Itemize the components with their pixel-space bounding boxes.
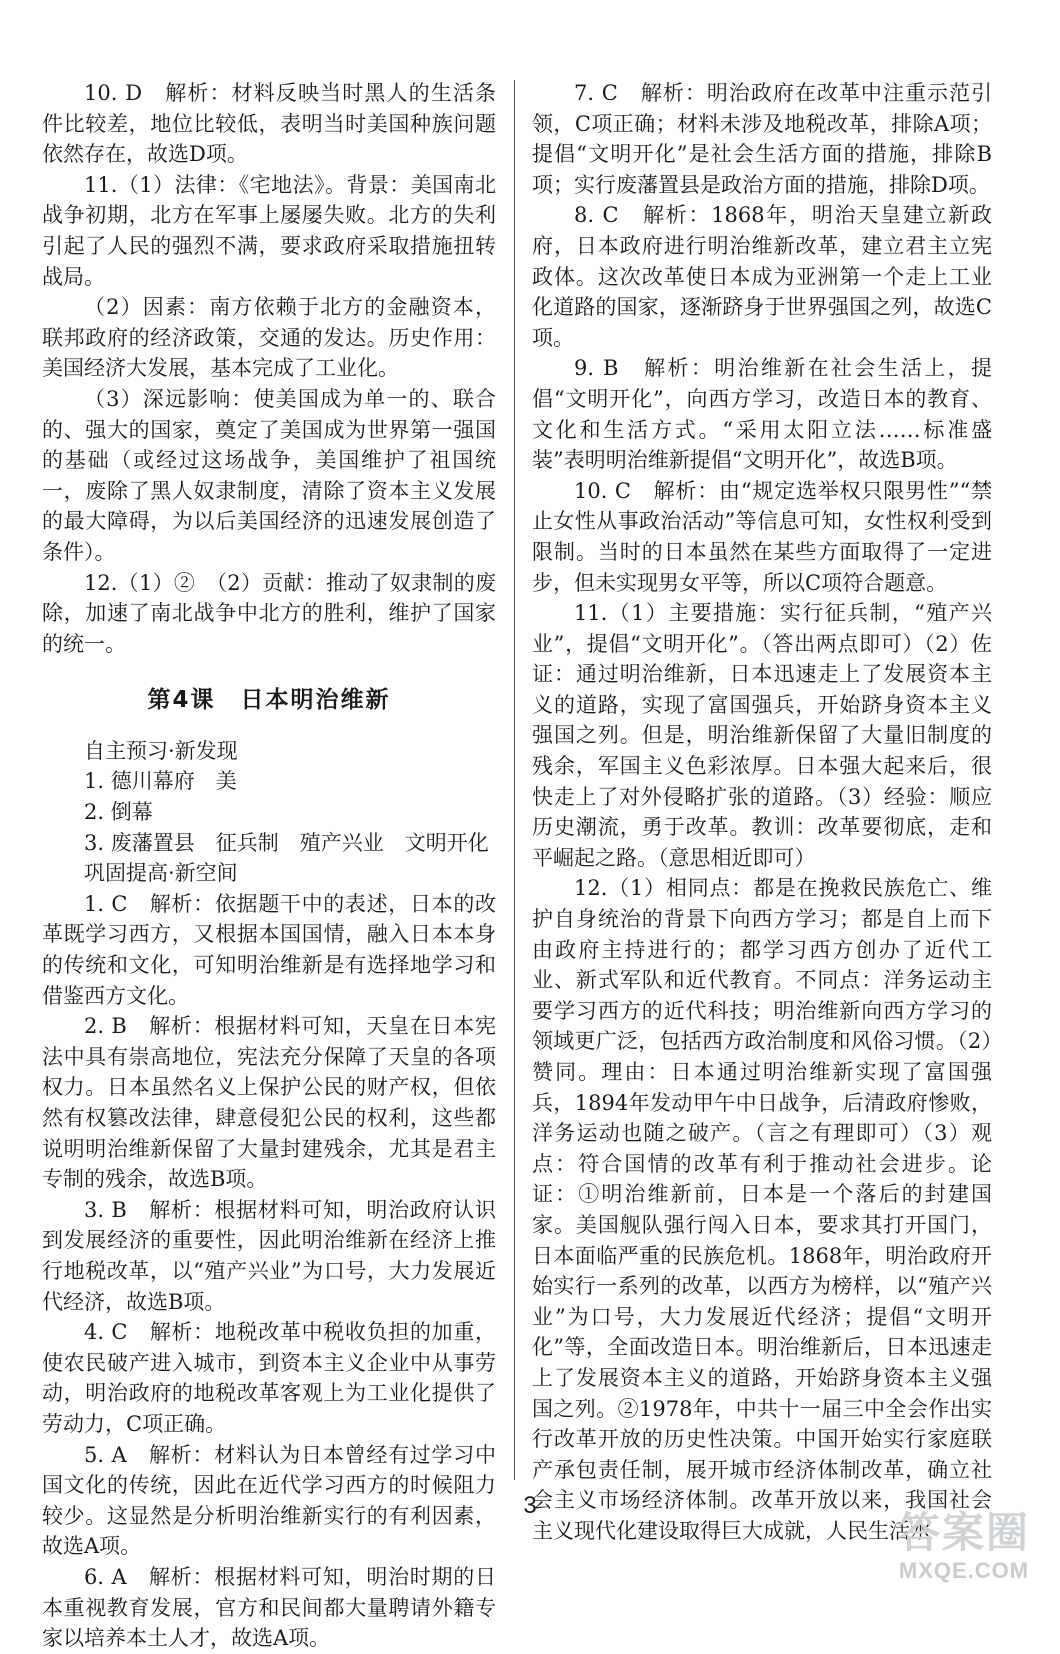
- answer-paragraph: 12.（1）② （2）贡献：推动了奴隶制的废除，加速了南北战争中北方的胜利，维护了国家的统一。: [42, 570, 496, 656]
- left-column: [42, 78, 496, 1654]
- answer-paragraph: （2）因素：南方依赖于北方的金融资本，联邦政府的经济政策，交通的发达。历史作用：美国经济大发展，基本完成了工业化。: [42, 295, 496, 381]
- answer-paragraph: 11.（1）主要措施：实行征兵制，“殖产兴业”，提倡“文明开化”。（答出两点即可）（2）佐证：通过明治维新，日本迅速走上了发展资本主义的道路，实现了富国强兵，开始跻身资本主义强国之列。但是，明治维新保留了大量旧制度的残余，军国主义色彩浓厚。日本强大起来后，很快走上了对外侵略扩张的道路。（3）经验：顺应历史潮流，勇于改革。教训：改革要彻底，走和平崛起之路。（意思相近即可）: [532, 601, 992, 870]
- watermark-url: MXQE.COM: [898, 1558, 1030, 1583]
- watermark-text: 答案圈: [897, 1508, 1030, 1557]
- answer-paragraph: 9. B 解析：明治维新在社会生活上，提倡“文明开化”，向西方学习，改造日本的教育、文化和生活方式。“采用太阳立法……标准盛装”表明明治维新提倡“文明开化”，故选B项。: [532, 356, 992, 473]
- answer-paragraph: 5. A 解析：材料认为日本曾经有过学习中国文化的传统，因此在近代学习西方的时候阻力较少。这显然是分析明治维新实行的有利因素，故选A项。: [42, 1442, 496, 1559]
- watermark-logo: [890, 1500, 1038, 1592]
- answer-paragraph: 12.（1）相同点：都是在挽救民族危亡、维护自身统治的背景下向西方学习；都是自上而下由政府主持进行的；都学习西方创办了近代工业、新式军队和近代教育。不同点：洋务运动主要学习西方的近代科技；明治维新向西方学习的领域更广泛，包括西方政治制度和风俗习惯。（2）赞同。理由：日本通过明治维新实现了富国强兵，1894年发动甲午中日战争，后清政府惨败，洋务运动也随之破产。（言之有理即可）（3）观点：符合国情的改革有利于推动社会进步。论证：①明治维新前，日本是一个落后的封建国家。美国舰队强行闯入日本，要求其打开国门，日本面临严重的民族危机。1868年，明治政府开始实行一系列的改革，以西方为榜样，以“殖产兴业”为口号，大力发展近代经济；提倡“文明开化”等，全面改造日本。明治维新后，日本迅速走上了发展资本主义的道路，开始跻身资本主义强国之列。②1978年，中共十一届三中全会作出实行改革开放的历史性决策。中国开始实行家庭联产承包责任制，展开城市经济体制改革，确立社会主义市场经济体制。改革开放以来，我国社会主义现代化建设取得巨大成就，人民生活水: [532, 876, 992, 1543]
- answer-paragraph: 2. B 解析：根据材料可知，天皇在日本宪法中具有崇高地位，宪法充分保障了天皇的各项权力。日本虽然名义上保护公民的财产权，但依然有权篡改法律，肆意侵犯公民的权利，这些都说明明治维新保留了大量封建残余，尤其是君主专制的残余，故选B项。: [42, 1014, 496, 1192]
- preview-item: 1. 德川幕府 美: [84, 769, 237, 794]
- section-title-preview: 自主预习·新发现: [84, 738, 238, 763]
- answer-paragraph: 8. C 解析：1868年，明治天皇建立新政府，日本政府进行明治维新改革，建立君主立宪政体。这次改革使日本成为亚洲第一个走上工业化道路的国家，逐渐跻身于世界强国之列，故选C项。: [532, 203, 992, 350]
- answer-paragraph: 11.（1）法律：《宅地法》。背景：美国南北战争初期，北方在军事上屡屡失败。北方的失利引起了人民的强烈不满，要求政府采取措施扭转战局。: [42, 172, 496, 289]
- answer-paragraph: 10. D 解析：材料反映当时黑人的生活条件比较差，地位比较低，表明当时美国种族问题依然存在，故选D项。: [42, 81, 496, 167]
- answer-paragraph: 10. C 解析：由“规定选举权只限男性”“禁止女性从事政治活动”等信息可知，女性权利受到限制。当时的日本虽然在某些方面取得了一定进步，但未实现男女平等，所以C项符合题意。: [532, 478, 992, 595]
- page-number: 3: [523, 1492, 537, 1519]
- column-divider: [514, 80, 515, 1480]
- preview-item: 3. 废藩置县 征兵制 殖产兴业 文明开化: [84, 830, 489, 855]
- section-title-consolidate: 巩固提高·新空间: [84, 861, 238, 886]
- answer-paragraph: 4. C 解析：地税改革中税收负担的加重，使农民破产进入城市，到资本主义企业中从事劳动，明治政府的地税改革客观上为工业化提供了劳动力，C项正确。: [42, 1320, 496, 1436]
- lesson-title: 第4课 日本明治维新: [147, 687, 391, 714]
- answer-paragraph: 1. C 解析：依据题干中的表述，日本的改革既学习西方，又根据本国国情，融入日本本身的传统和文化，可知明治维新是有选择地学习和借鉴西方文化。: [42, 891, 496, 1008]
- right-column: [532, 78, 992, 1547]
- answer-paragraph: （3）深远影响：使美国成为单一的、联合的、强大的国家，奠定了美国成为世界第一强国的基础（或经过这场战争，美国维护了祖国统一，废除了黑人奴隶制度，清除了资本主义发展的最大障碍，为以后美国经济的迅速发展创造了条件）。: [42, 386, 496, 564]
- preview-item: 2. 倒幕: [84, 800, 153, 825]
- answer-paragraph: 6. A 解析：根据材料可知，明治时期的日本重视教育发展，官方和民间都大量聘请外籍专家以培养本土人才，故选A项。: [42, 1564, 496, 1651]
- answer-paragraph: 3. B 解析：根据材料可知，明治政府认识到发展经济的重要性，因此明治维新在经济上推行地税改革，以“殖产兴业”为口号，大力发展近代经济，故选B项。: [42, 1197, 496, 1314]
- answer-paragraph: 7. C 解析：明治政府在改革中注重示范引领，C项正确；材料未涉及地税改革，排除A项；提倡“文明开化”是社会生活方面的措施，排除B项；实行废藩置县是政治方面的措施，排除D项。: [532, 81, 992, 197]
